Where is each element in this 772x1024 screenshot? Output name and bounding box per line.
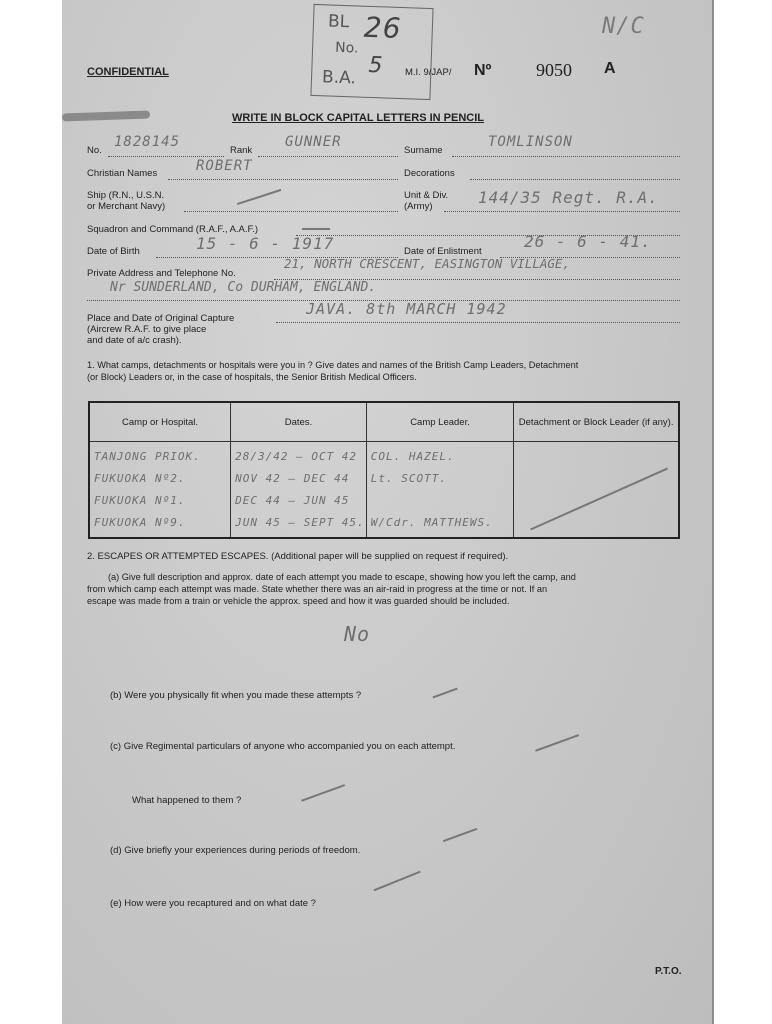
unit-line bbox=[444, 211, 680, 212]
section1-question-2: (or Block) Leaders or, in the case of hospitals, the Senior British Medical Officers. bbox=[87, 372, 417, 382]
capture-line bbox=[276, 322, 680, 323]
unit-label-2: (Army) bbox=[404, 201, 433, 212]
form-ref: M.I. 9/JAP/ bbox=[405, 67, 452, 78]
rank-label: Rank bbox=[230, 145, 253, 156]
header-detachment-leader: Detachment or Block Leader (if any). bbox=[514, 402, 679, 442]
stamp-number: 26 bbox=[363, 10, 403, 46]
corner-mark: N/C bbox=[602, 14, 645, 39]
stamp-number2: 5 bbox=[368, 52, 384, 79]
christian-label: Christian Names bbox=[87, 168, 158, 179]
number-label: Nº bbox=[474, 62, 492, 79]
address-label: Private Address and Telephone No. bbox=[87, 268, 236, 279]
enlistment-value: 26 - 6 - 41. bbox=[524, 232, 652, 251]
capture-label-3: and date of a/c crash). bbox=[87, 335, 182, 346]
squadron-label: Squadron and Command (R.A.F., A.A.F.) bbox=[87, 224, 259, 235]
no-line bbox=[108, 156, 224, 157]
capture-label-2: (Aircrew R.A.F. to give place bbox=[87, 324, 207, 335]
ship-line bbox=[184, 211, 398, 212]
camp-entry: FUKUOKA Nº2. bbox=[94, 472, 186, 485]
dob-label: Date of Birth bbox=[87, 246, 140, 257]
section2-e: (e) How were you recaptured and on what date ? bbox=[110, 898, 316, 909]
header-camp-leader: Camp Leader. bbox=[366, 402, 514, 442]
block-stamp bbox=[310, 4, 433, 100]
detachment-column bbox=[514, 442, 679, 539]
enlistment-label: Date of Enlistment bbox=[404, 246, 482, 257]
leader-entry: COL. HAZEL. bbox=[370, 450, 455, 463]
camp-column bbox=[89, 442, 231, 539]
ship-label-1: Ship (R.N., U.S.N. bbox=[87, 190, 165, 201]
section2-b: (b) Were you physically fit when you made these attempts ? bbox=[110, 690, 362, 701]
surname-label: Surname bbox=[404, 145, 443, 156]
section2-d: (d) Give briefly your experiences during periods of freedom. bbox=[110, 845, 361, 856]
section2-c: (c) Give Regimental particulars of anyone who accompanied you on each attempt. bbox=[110, 741, 456, 752]
date-entry: 28/3/42 — OCT 42 bbox=[235, 450, 358, 463]
date-entry: JUN 45 — SEPT 45. bbox=[235, 516, 365, 529]
camp-entry: FUKUOKA Nº9. bbox=[94, 516, 186, 529]
section2-heading: 2. ESCAPES OR ATTEMPTED ESCAPES. (Additional paper will be supplied on request if required). bbox=[87, 551, 509, 562]
section2-a-line2: from which camp each attempt was made. State whether there was an air-raid in progress at the time or not. If an bbox=[87, 584, 548, 594]
address-value-2: Nr SUNDERLAND, Co DURHAM, ENGLAND. bbox=[110, 280, 377, 295]
decorations-line bbox=[470, 179, 680, 180]
pto-label: P.T.O. bbox=[655, 966, 682, 977]
page-edge bbox=[712, 0, 714, 1024]
detachment-dash-mark bbox=[530, 468, 668, 530]
ship-label-2: or Merchant Navy) bbox=[87, 201, 166, 212]
section1-question-1: 1. What camps, detachments or hospitals were you in ? Give dates and names of the British Camp Leaders, Detachment bbox=[87, 360, 579, 370]
squadron-dash-mark bbox=[302, 228, 330, 230]
leader-entry: W/Cdr. MATTHEWS. bbox=[370, 516, 493, 529]
capture-label-1: Place and Date of Original Capture bbox=[87, 313, 235, 324]
series-letter: A bbox=[604, 60, 616, 77]
rank-value: GUNNER bbox=[285, 134, 342, 150]
unit-value: 144/35 Regt. R.A. bbox=[478, 188, 659, 207]
section2-a-line3: escape was made from a train or vehicle the approx. speed and how it was guarded should be included. bbox=[87, 596, 510, 606]
address-value-1: 21, NORTH CRESCENT, EASINGTON VILLAGE, bbox=[284, 256, 570, 271]
christian-value: ROBERT bbox=[196, 158, 253, 174]
date-entry: NOV 42 — DEC 44 bbox=[235, 472, 350, 485]
no-value: 1828145 bbox=[114, 134, 181, 150]
dob-value: 15 - 6 - 1917 bbox=[196, 234, 335, 253]
stamp-line2: No. bbox=[334, 39, 359, 57]
leader-entry bbox=[367, 490, 514, 512]
stamp-line3: B.A. bbox=[321, 67, 357, 89]
date-entry: DEC 44 — JUN 45 bbox=[235, 494, 350, 507]
dates-column bbox=[231, 442, 367, 539]
surname-value: TOMLINSON bbox=[488, 134, 573, 150]
no-label: No. bbox=[87, 145, 102, 156]
section2-a-line1: (a) Give full description and approx. date of each attempt you made to escape, showing how you left the camp, and bbox=[108, 572, 576, 582]
section2-c-sub: What happened to them ? bbox=[132, 795, 242, 806]
leader-entry: Lt. SCOTT. bbox=[370, 472, 448, 485]
camps-table bbox=[88, 401, 680, 539]
surname-line bbox=[452, 156, 680, 157]
unit-label-1: Unit & Div. bbox=[404, 190, 449, 201]
decorations-label: Decorations bbox=[404, 168, 455, 179]
rank-line bbox=[258, 156, 398, 157]
stamp-line1: BL bbox=[327, 11, 350, 33]
header-camp: Camp or Hospital. bbox=[89, 402, 231, 442]
christian-line bbox=[168, 179, 398, 180]
header-dates: Dates. bbox=[231, 402, 367, 442]
instruction-heading: WRITE IN BLOCK CAPITAL LETTERS IN PENCIL bbox=[232, 112, 484, 124]
confidential-label: CONFIDENTIAL bbox=[87, 66, 169, 78]
form-number: 9050 bbox=[536, 60, 572, 80]
camp-entry: FUKUOKA Nº1. bbox=[94, 494, 186, 507]
capture-value: JAVA. 8th MARCH 1942 bbox=[306, 300, 507, 318]
section2-a-answer: No bbox=[344, 622, 371, 646]
leaders-column bbox=[366, 442, 514, 539]
camp-entry: TANJONG PRIOK. bbox=[94, 450, 201, 463]
